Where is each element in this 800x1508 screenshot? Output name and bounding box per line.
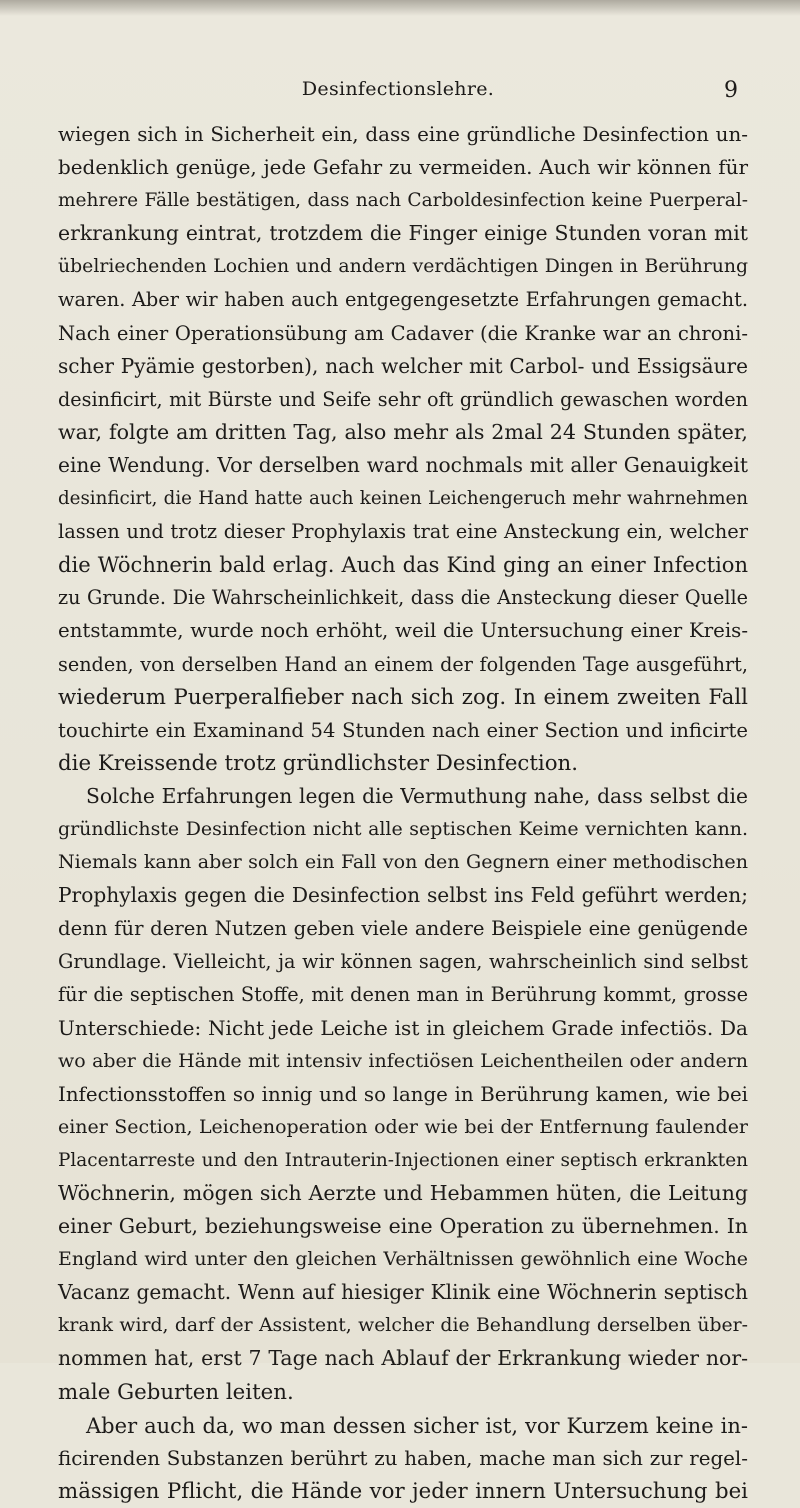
text-line: lassen und trotz dieser Prophylaxis trat eine Ansteckung ein, welcher (58, 520, 748, 544)
text-line: desinficirt, mit Bürste und Seife sehr oft gründlich gewaschen worden (58, 387, 748, 411)
body-text (58, 118, 748, 1508)
text-line: mehrere Fälle bestätigen, dass nach Carboldesinfection keine Puerperal- (58, 190, 748, 212)
running-title: Desinfectionslehre. (301, 78, 495, 100)
text-line: Wöchnerin, mögen sich Aerzte und Hebammen hüten, die Leitung (58, 1181, 748, 1205)
text-line: nommen hat, erst 7 Tage nach Ablauf der Erkrankung wieder nor- (58, 1346, 748, 1371)
text-line: die Kreissende trotz gründlichster Desinfection. (58, 750, 579, 776)
text-line: krank wird, darf der Assistent, welcher die Behandlung derselben über- (58, 1315, 748, 1337)
text-line: Niemals kann aber solch ein Fall von den Gegnern einer methodischen (58, 851, 748, 874)
text-line: Vacanz gemacht. Wenn auf hiesiger Klinik eine Wöchnerin septisch (58, 1280, 748, 1305)
text-line: zu Grunde. Die Wahrscheinlichkeit, dass die Ansteckung dieser Quelle (58, 586, 748, 610)
text-line: England wird unter den gleichen Verhältnissen gewöhnlich eine Woche (58, 1248, 748, 1271)
page-header (58, 78, 738, 104)
text-line: ficirenden Substanzen berührt zu haben, mache man sich zur regel- (58, 1446, 748, 1470)
text-line: war, folgte am dritten Tag, also mehr als 2mal 24 Stunden später, (58, 419, 748, 444)
text-line: entstammte, wurde noch erhöht, weil die Untersuchung einer Kreis- (58, 619, 748, 643)
text-line: mässigen Pflicht, die Hände vor jeder innern Untersuchung bei (58, 1478, 748, 1504)
text-line: wo aber die Hände mit intensiv infectiösen Leichentheilen oder andern (58, 1049, 748, 1072)
text-line: einer Geburt, beziehungsweise eine Operation zu übernehmen. In (58, 1214, 748, 1239)
text-line: Prophylaxis gegen die Desinfection selbst ins Feld geführt werden; (58, 883, 748, 908)
text-line: desinficirt, die Hand hatte auch keinen Leichengeruch mehr wahrnehmen (58, 488, 748, 510)
text-line: die Wöchnerin bald erlag. Auch das Kind ging an einer Infection (58, 552, 748, 578)
text-line: übelriechenden Lochien und andern verdächtigen Dingen in Berührung (58, 256, 748, 278)
text-line: Unterschiede: Nicht jede Leiche ist in gleichem Grade infectiös. Da (58, 1015, 748, 1040)
text-line: Grundlage. Vielleicht, ja wir können sagen, wahrscheinlich sind selbst (58, 950, 748, 974)
text-line: gründlichste Desinfection nicht alle septischen Keime vernichten kann. (58, 817, 748, 840)
text-line: denn für deren Nutzen geben viele andere Beispiele eine genügende (58, 917, 748, 941)
text-line: Solche Erfahrungen legen die Vermuthung nahe, dass selbst die (86, 783, 748, 808)
text-line: Infectionsstoffen so innig und so lange in Berührung kamen, wie bei (58, 1082, 748, 1106)
text-line: eine Wendung. Vor derselben ward nochmals mit aller Genauigkeit (58, 452, 748, 477)
text-line: male Geburten leiten. (58, 1379, 294, 1405)
text-line: touchirte ein Examinand 54 Stunden nach einer Section und inficirte (58, 718, 748, 742)
text-line: senden, von derselben Hand an einem der folgenden Tage ausgeführt, (58, 652, 748, 676)
scan-edge-shadow (0, 0, 800, 16)
text-line: einer Section, Leichenoperation oder wie bei der Entfernung faulender (58, 1115, 748, 1138)
text-line: Placentarreste und den Intrauterin-Injectionen einer septisch erkrankten (58, 1149, 748, 1171)
text-line: wiederum Puerperalfieber nach sich zog. In einem zweiten Fall (58, 684, 748, 710)
text-line: für die septischen Stoffe, mit denen man in Berührung kommt, grosse (58, 983, 748, 1007)
text-line: Nach einer Operationsübung am Cadaver (die Kranke war an chroni- (58, 321, 748, 345)
text-line: waren. Aber wir haben auch entgegengesetzte Erfahrungen gemacht. (58, 288, 748, 312)
page-number: 9 (724, 78, 738, 103)
text-line: Aber auch da, wo man dessen sicher ist, vor Kurzem keine in- (86, 1412, 748, 1438)
text-line: bedenklich genüge, jede Gefahr zu vermeiden. Auch wir können für (58, 155, 748, 180)
text-line: erkrankung eintrat, trotzdem die Finger einige Stunden voran mit (58, 221, 748, 246)
text-line: wiegen sich in Sicherheit ein, dass eine gründliche Desinfection un- (58, 123, 748, 146)
text-line: scher Pyämie gestorben), nach welcher mit Carbol- und Essigsäure (58, 353, 748, 378)
